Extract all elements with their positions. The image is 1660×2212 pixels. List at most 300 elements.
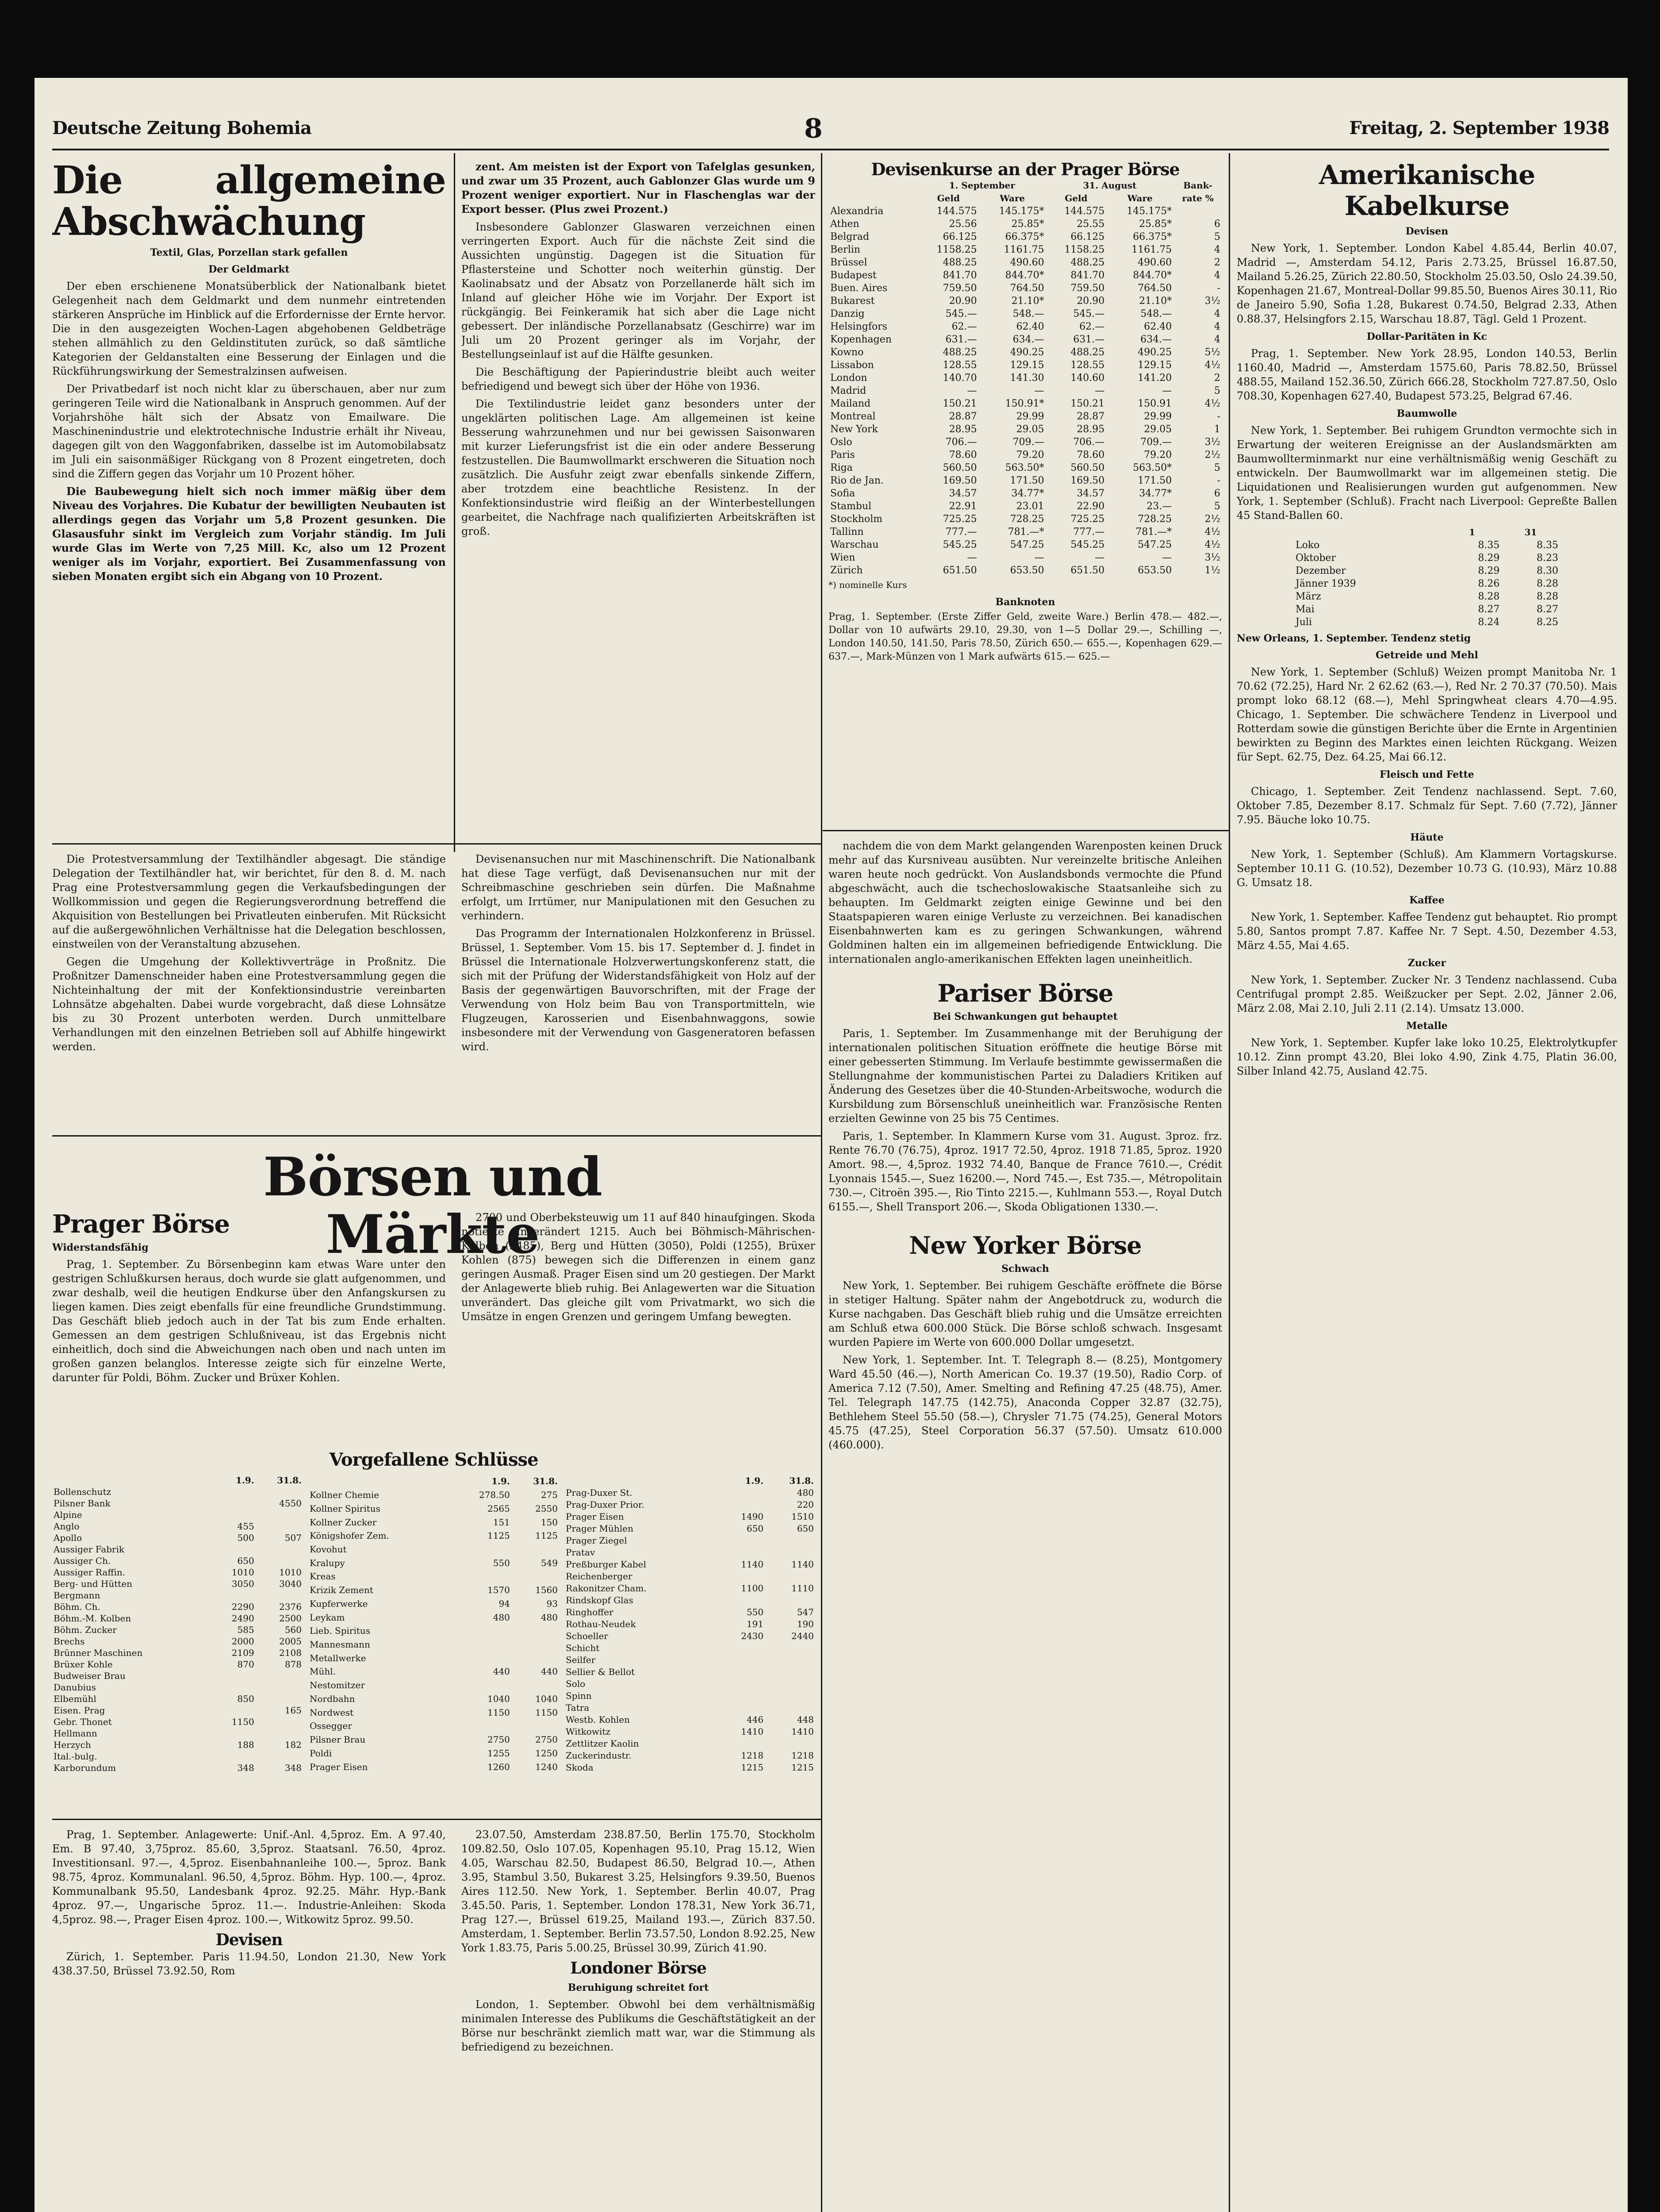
cell-value: 3040: [279, 1578, 302, 1589]
schluss-row: [564, 1654, 815, 1666]
cell-value: 5: [1214, 501, 1220, 512]
cell-value: 1410: [791, 1726, 814, 1737]
cell-value: [765, 1546, 815, 1558]
row-label: Tatra: [566, 1702, 590, 1713]
cell-value: 150.21: [1070, 398, 1105, 409]
cell-value: 34.57: [949, 488, 977, 499]
row-label: Athen: [830, 219, 859, 230]
cell-value: 8.29: [1478, 565, 1500, 576]
cell-value: 2750: [535, 1734, 558, 1745]
cell-value: 4½: [1204, 398, 1220, 409]
metalle-text: New York, 1. September. Kupfer lake loko 10.25, Elektrolytkupfer 10.12. Zinn prompt 43.20, Blei loko 4.90, Zink 4.75, Platin 36.00, Silber Inland 42.75, Ausland 42.75.: [1237, 1037, 1617, 1077]
cell-value: —: [967, 552, 977, 563]
cell-value: 129.15: [1010, 360, 1044, 371]
cell-value: [452, 1678, 511, 1692]
cell-value: 2290: [231, 1601, 254, 1612]
cell-value: 66.375*: [1133, 231, 1172, 242]
cell-value: 34.77*: [1139, 488, 1172, 499]
cell-value: [212, 1486, 256, 1498]
bw-col-header: 31: [1524, 527, 1537, 538]
section-rule: [823, 830, 1229, 831]
cell-value: 1: [1214, 424, 1220, 435]
article-paragraph: Der Privatbedarf ist noch nicht klar zu überschauen, aber nur zum geringeren Teile wird die Nationalbank in Anspruch genommen. Auf der Vorjahrshöhe hält sich der Absatz von Emailware. Die Maschinenindustrie und elektrotechnische Industrie erhält ihr Niveau, dagegen gilt von den Waggonfabriken, dasselbe ist im Automobilabsatz im Juli ein saisonmäßiger Rückgang von 8 Prozent eingetreten, doch sind die Ziffern gegen das Vorjahr um 10 Prozent höher.: [52, 383, 446, 480]
cell-value: 34.57: [1077, 488, 1105, 499]
row-label: Ital.-bulg.: [54, 1751, 97, 1762]
column-divider: [1229, 153, 1230, 2212]
anlage-text: Prag, 1. September. Anlagewerte: Unif.-Anl. 4,5proz. Em. A 97.40, Em. B 97.40, 3,75proz. 85.60, 3,5proz. Staatsanl. 76.50, 4proz. Investitionsanl. 97.—, 4,5proz. Eisenbahnanleihe 100.—, 5proz. Bank 98.75, 4proz. Kommunalanl. 96.50, 4,5proz. Böhm. Hyp. 100.—, 4proz. Kommunalbank 95.50, Landesbank 4proz. 92.25. Mähr. Hyp.-Bank 4proz. 97.—, Ungarische 5proz. 11.—. Industrie-Anleihen: Skoda 4,5proz. 98.—, Prager Eisen 4proz. 100.—, Witkowitz 5proz. 99.50.: [52, 1828, 446, 1926]
cell-value: 79.20: [1016, 449, 1044, 461]
cell-value: 548.—: [1012, 308, 1044, 319]
cell-value: 480: [797, 1487, 814, 1498]
cell-value: 8.29: [1478, 553, 1500, 564]
row-label: Pratav: [566, 1547, 595, 1558]
devisen-row: [828, 474, 1222, 487]
devisenkurse-block: [828, 160, 1222, 823]
cell-value: [452, 1570, 511, 1583]
row-label: Sellier & Bellot: [566, 1667, 635, 1678]
cell-value: [511, 1638, 559, 1651]
row-label: Prager Eisen: [310, 1761, 368, 1772]
cell-value: 191: [746, 1618, 764, 1629]
cell-value: 488.25: [943, 257, 977, 268]
row-label: Helsingfors: [830, 321, 888, 332]
row-label: Paris: [830, 449, 855, 461]
kabelkurse-column: [1237, 160, 1617, 2212]
schluss-row: [564, 1642, 815, 1654]
devisen-row: [828, 397, 1222, 410]
row-label: Karborundum: [54, 1763, 116, 1773]
row-label: Kralupy: [310, 1557, 345, 1568]
cell-value: 706.—: [1073, 437, 1105, 448]
cell-value: —: [1095, 552, 1105, 563]
article-paragraph: Der eben erschienene Monatsüberblick der Nationalbank bietet Gelegenheit nach dem Geldmarkt und dem nunmehr eintretenden stärkeren Ansprüche im Hinblick auf die Erfordernisse der Ernte hervor. Die in den ausgezeigten Wochen-Lagen abgehobenen Geldbeträge stehen allmählich zu den Geldinstituten zurück, so daß sämtliche Kategorien der Geldanstalten eine Besserung der Einlagen und die Rückführungswirkung der Semestralzinsen aufweisen.: [52, 280, 446, 377]
row-label: Budapest: [830, 270, 877, 281]
cell-value: 725.25: [943, 514, 977, 525]
cell-value: [212, 1728, 256, 1739]
row-label: Kowno: [830, 347, 864, 358]
devisen-row: [828, 230, 1222, 243]
cell-value: 1125: [487, 1530, 510, 1541]
cell-value: [718, 1642, 765, 1654]
schluss-row: [564, 1738, 815, 1750]
cell-value: 759.50: [1070, 283, 1105, 294]
schluss-row: [308, 1515, 559, 1529]
cell-value: 448: [797, 1714, 814, 1725]
section-title-boersen: Börsen und Märkte: [263, 1146, 602, 1266]
cell-value: [256, 1486, 303, 1498]
cell-value: 28.95: [949, 424, 977, 435]
cell-value: [511, 1624, 559, 1638]
row-label: Leykam: [310, 1612, 345, 1623]
row-label: Poldi: [310, 1747, 332, 1759]
row-label: Anglo: [54, 1521, 80, 1532]
newspaper-page: [35, 78, 1628, 2212]
fleisch-title: Fleisch und Fette: [1380, 769, 1474, 780]
cell-value: 1158.25: [936, 244, 977, 255]
row-label: Skoda: [566, 1762, 594, 1773]
cell-value: —: [1034, 385, 1044, 396]
cell-value: 23.—: [1146, 501, 1172, 512]
row-label: Rindskopf Glas: [566, 1594, 633, 1605]
page-header: [52, 113, 1609, 144]
cell-value: -: [1217, 475, 1220, 486]
schluss-row: [52, 1555, 303, 1567]
row-label: Nestomitzer: [310, 1680, 365, 1691]
row-label: Dezember: [1296, 565, 1346, 576]
cell-value: 550: [493, 1557, 510, 1568]
cell-value: [212, 1682, 256, 1693]
kabel-devisen-text: New York, 1. September. London Kabel 4.85.44, Berlin 40.07, Madrid —, Amsterdam 54.12, Paris 2.73.25, Brüssel 16.87.50, Mailand 5.26.25, Zürich 22.80.50, Stockholm 25.03.50, Oslo 24.39.50, Kopenhagen 21.67, Montreal-Dollar 99.85.50, Buenos Aires 30.11, Rio de Janeiro 5.90, Sofia 1.28, Bukarest 0.74.50, Belgrad 2.33, Athen 0.88.37, Helsingfors 2.15, Warschau 18.87, Tägl. Geld 1 Prozent.: [1237, 242, 1617, 325]
cell-value: [212, 1509, 256, 1521]
cell-value: 4550: [279, 1498, 302, 1509]
devisen-row: [828, 282, 1222, 295]
cell-value: 29.05: [1016, 424, 1044, 435]
article-paragraph: Gegen die Umgehung der Kollektivverträge in Proßnitz. Die Proßnitzer Damenschneider haben eine Protestversammlung gegen die Nichteinhaltung der mit der Konfektionsindustrie vereinbarten Lohnsätze abgehalten. Dabei wurde vorgebracht, daß diese Lohnsätze bis zu 30 Prozent unterboten werden. Durch unmittelbare Verhandlungen mit den einzelnen Betrieben soll auf Abhilfe hingewirkt werden.: [52, 956, 446, 1053]
article-paragraph: Die Baubewegung hielt sich noch immer mäßig über dem Niveau des Vorjahres. Die Kubatur der bewilligten Neubauten ist allerdings gegen das Vorjahr um 5,8 Prozent gesunken. Die Glasausfuhr sinkt im Vergleich zum Vorjahr ständig. Im Juli wurde Glas im Werte von 7,25 Mill. Kc, also um 12 Prozent weniger als im Vorjahr, exportiert. Bei Zusammenfassung von sieben Monaten ergibt sich ein Abgang von 10 Prozent.: [52, 485, 446, 583]
londoner-subtitle: Beruhigung schreitet fort: [567, 1982, 709, 1993]
article-paragraph: Die Beschäftigung der Papierindustrie bleibt auch weiter befriedigend und bewegt sich über der Höhe von 1936.: [461, 366, 815, 392]
schluss-row: [52, 1762, 303, 1774]
row-label: Böhm. Zucker: [54, 1624, 117, 1635]
middle-column: [828, 839, 1222, 2212]
kaffee-title: Kaffee: [1409, 895, 1445, 906]
devisen-text: 23.07.50, Amsterdam 238.87.50, Berlin 175.70, Stockholm 109.82.50, Oslo 107.05, Kopenhagen 95.10, Prag 15.12, Wien 4.05, Warschau 82.50, Budapest 86.50, Belgrad 10.—, Athen 3.95, Stambul 3.50, Bukarest 3.25, Helsingfors 9.39.50, Buenos Aires 112.50. New York, 1. September. Berlin 40.07, Prag 3.45.50. Paris, 1. September. London 178.31, New York 36.71, Prag 127.—, Brüssel 619.25, Mailand 193.—, Zürich 837.50. Amsterdam, 1. September. Berlin 73.57.50, London 8.92.25, New York 1.83.75, Paris 5.00.25, Brüssel 30.99, Zürich 41.90.: [461, 1828, 815, 1954]
cell-value: 145.175*: [1127, 206, 1172, 217]
devisen-row: [828, 538, 1222, 551]
schluss-row: [564, 1630, 815, 1642]
cell-value: 78.60: [1077, 449, 1105, 461]
cell-value: 5: [1214, 231, 1220, 242]
dollar-paritaeten-title: Dollar-Paritäten in Kc: [1366, 331, 1487, 342]
cell-value: 1150: [535, 1707, 558, 1718]
cell-value: 547: [797, 1606, 814, 1617]
cell-value: [765, 1666, 815, 1678]
cell-value: 2430: [741, 1630, 764, 1641]
cell-value: [1173, 205, 1222, 218]
schluss-col-header: [52, 1475, 212, 1486]
row-label: Eisen. Prag: [54, 1705, 105, 1716]
schluss-row: [564, 1606, 815, 1618]
row-label: Solo: [566, 1678, 586, 1690]
cell-value: 706.—: [945, 437, 977, 448]
cell-value: 29.99: [1144, 411, 1172, 422]
cell-value: 25.56: [949, 219, 977, 230]
cell-value: [256, 1682, 303, 1693]
cell-value: 1215: [791, 1762, 814, 1773]
cell-value: [256, 1693, 303, 1705]
cell-value: 150: [541, 1517, 558, 1528]
cell-value: 5½: [1204, 347, 1220, 358]
devisen-row: [828, 218, 1222, 230]
cell-value: 480: [493, 1612, 510, 1623]
schluss-row: [564, 1582, 815, 1594]
row-label: Apollo: [54, 1532, 82, 1543]
schluss-row: [308, 1529, 559, 1543]
cell-value: [452, 1624, 511, 1638]
cell-value: 21.10*: [1011, 296, 1044, 307]
cell-value: [718, 1594, 765, 1606]
mid-text: nachdem die von dem Markt gelangenden Warenposten keinen Druck mehr auf das Kursniveau ausübten. Nur vereinzelte britische Anleihen waren heute noch gedrückt. Von Auslandsbonds vermochte die Pfund abgeschwächt, auch die tschechoslowakische Staatsanleihe sich zu behaupten. Im Geldmarkt zeigten einige Gewinne und bei den Staatspapieren waren einige Verluste zu verzeichnen. Bei kanadischen Eisenbahnwerten kam es zu geringen Schwankungen, während Goldminen halten ein im allgemeinen befriedigende Entwicklung. Die internationalen anglo-amerikanischen Effekten lagen uneinheitlich.: [828, 840, 1222, 965]
cell-value: 651.50: [943, 565, 977, 576]
cell-value: 500: [237, 1532, 254, 1543]
row-label: Witkowitz: [566, 1726, 610, 1737]
cell-value: 560.50: [943, 462, 977, 473]
cell-value: 151: [493, 1517, 510, 1528]
cell-value: 278.50: [479, 1490, 510, 1501]
row-label: Kreas: [310, 1571, 336, 1582]
cell-value: 545.—: [1073, 308, 1105, 319]
cell-value: 8.23: [1537, 553, 1558, 564]
cell-value: 1010: [231, 1567, 254, 1578]
row-label: Westb. Kohlen: [566, 1714, 630, 1725]
cell-value: 844.70*: [1005, 270, 1044, 281]
cell-value: 440: [541, 1666, 558, 1677]
row-label: Zuckerindustr.: [566, 1750, 632, 1761]
row-label: London: [830, 373, 867, 384]
devisen-row: [828, 384, 1222, 397]
schluesse-table: [52, 1475, 303, 1774]
row-label: Danzig: [830, 308, 865, 319]
article-holzkonferenz: [461, 852, 815, 1126]
cell-value: [718, 1486, 765, 1498]
kabel-devisen-title: Devisen: [1405, 226, 1449, 237]
schluss-row: [52, 1636, 303, 1647]
row-label: Budweiser Brau: [54, 1671, 126, 1681]
cell-value: 8.28: [1537, 591, 1558, 602]
schluss-row: [52, 1705, 303, 1716]
article-protest: [52, 852, 446, 1126]
schluss-header-row: [564, 1475, 815, 1486]
cell-value: 8.28: [1478, 591, 1500, 602]
row-label: Reichenberger: [566, 1571, 633, 1582]
baumwolle-row: [1294, 616, 1560, 629]
row-label: Tallinn: [830, 526, 864, 538]
cell-value: [765, 1642, 815, 1654]
schluss-row: [52, 1521, 303, 1532]
cell-value: 2750: [487, 1734, 510, 1745]
cell-value: -: [1217, 283, 1220, 294]
cell-value: 1218: [741, 1750, 764, 1761]
cell-value: 548.—: [1140, 308, 1172, 319]
row-label: Mannesmann: [310, 1639, 370, 1650]
devisen-row: [828, 423, 1222, 436]
cell-value: 545.25: [943, 539, 977, 550]
article-paragraph: Die Protestversammlung der Textilhändler abgesagt. Die ständige Delegation der Textilhändler hat, wir berichtet, für den 8. d. M. nach Prag eine Protestversammlung gegen die Verkaufsbedingungen der Wollkommission und gegen die Regierungsverordnung betreffend die Akquisition von Bestellungen bei Privatleuten einberufen. Mit Rücksicht auf die außergewöhnlichen Verhältnisse hat die Delegation beschlossen, einstweilen von der Veranstaltung abzusehen.: [52, 853, 446, 950]
devisen-row: [828, 372, 1222, 384]
sub-header: rate %: [1182, 193, 1214, 204]
baumwolle-row: [1294, 590, 1560, 603]
schluss-row: [308, 1651, 559, 1665]
cell-value: 549: [541, 1557, 558, 1568]
cell-value: 764.50: [1138, 283, 1172, 294]
row-label: Prager Mühlen: [566, 1523, 633, 1534]
baumwolle-row: [1294, 539, 1560, 552]
cell-value: 2: [1214, 257, 1220, 268]
schluss-row: [52, 1624, 303, 1636]
cell-value: 220: [797, 1499, 814, 1510]
cell-value: [212, 1498, 256, 1509]
row-label: Montreal: [830, 411, 876, 422]
schluss-row: [308, 1624, 559, 1638]
cell-value: 171.50: [1010, 475, 1044, 486]
cell-value: 128.55: [1070, 360, 1105, 371]
baumwolle-title: Baumwolle: [1396, 408, 1457, 419]
schluss-row: [564, 1534, 815, 1546]
row-label: Belgrad: [830, 231, 870, 242]
schluss-col-header: 1.9.: [491, 1476, 510, 1487]
row-label: Pilsner Brau: [310, 1734, 366, 1745]
cell-value: [718, 1534, 765, 1546]
cell-value: —: [1162, 385, 1172, 396]
cell-value: 62.—: [1079, 321, 1105, 332]
cell-value: 141.20: [1138, 373, 1172, 384]
row-label: Zettlitzer Kaolin: [566, 1738, 639, 1749]
prager-boerse: [52, 1210, 446, 1440]
cell-value: 1110: [791, 1582, 814, 1594]
cell-value: 507: [284, 1532, 302, 1543]
cell-value: 725.25: [1070, 514, 1105, 525]
cell-value: 2490: [231, 1613, 254, 1624]
cell-value: 651.50: [1070, 565, 1105, 576]
devisenkurse-table: [828, 179, 1222, 577]
schluss-row: [564, 1726, 815, 1738]
row-label: Brüssel: [830, 257, 867, 268]
schluss-col-header: [308, 1475, 452, 1488]
schluss-row: [308, 1719, 559, 1733]
schluss-row: [564, 1498, 815, 1510]
schluss-row: [52, 1601, 303, 1613]
cell-value: 145.175*: [999, 206, 1044, 217]
newyork-text: New York, 1. September. Bei ruhigem Geschäfte eröffnete die Börse in stetiger Haltung. Später nahm der Angebotdruck zu, wodurch die Kurse nachgaben. Das Geschäft blieb ruhig und die Umsätze erreichten am Schluß etwa 600.000 Stück. Die Börse schloß schwach. Insgesamt wurden Papiere im Werte von 600.000 Dollar umgesetzt.: [828, 1279, 1222, 1348]
schluss-row: [52, 1751, 303, 1762]
baumwolle-table: [1294, 526, 1560, 629]
cell-value: 190: [797, 1618, 814, 1629]
cell-value: 488.25: [943, 347, 977, 358]
row-label: Metallwerke: [310, 1652, 366, 1663]
getreide-text: New York, 1. September (Schluß) Weizen prompt Manitoba Nr. 1 70.62 (72.25), Hard Nr. 2 62.62 (63.—), Red Nr. 2 70.37 (70.50). Mais prompt loko 68.12 (68.—), Mehl Springwheat clears 4.70—4.95. Chicago, 1. September. Die schwächere Tendenz in Liverpool und Rotterdam sowie die günstigen Berichte über die Ernte in Argentinien bewirkten zu Beginn des Marktes einen leichten Rückgang. Weizen für Sept. 62.75, Dez. 64.25, Mai 66.12.: [1237, 666, 1617, 763]
article-title: Die allgemeine Abschwächung: [52, 160, 446, 244]
cell-value: 490.25: [1010, 347, 1044, 358]
schluss-row: [52, 1532, 303, 1544]
cell-value: 171.50: [1138, 475, 1172, 486]
col-header: Bank-: [1183, 180, 1212, 191]
cell-value: 728.25: [1138, 514, 1172, 525]
cell-value: 66.125: [1070, 231, 1105, 242]
cell-value: 3050: [231, 1578, 254, 1589]
banknoten-text: Prag, 1. September. (Erste Ziffer Geld, zweite Ware.) Berlin 478.— 482.—, Dollar von 10 aufwärts 29.10, 29.30, von 1—5 Dollar 29.—, Schilling —, London 140.50, 141.50, Paris 78.50, Zürich 650.— 655.—, Kopenhagen 629.— 637.—, Mark-Münzen von 1 Mark aufwärts 615.— 625.—: [828, 611, 1222, 662]
cell-value: [718, 1690, 765, 1702]
cell-value: 8.25: [1537, 617, 1558, 628]
bw-col-header: 1: [1469, 527, 1476, 538]
cell-value: —: [967, 385, 977, 396]
article-continuation: [461, 160, 815, 837]
cell-value: 1150: [487, 1707, 510, 1718]
row-label: Kovohut: [310, 1544, 347, 1555]
cell-value: 94: [498, 1598, 510, 1609]
schluss-row: [564, 1714, 815, 1726]
devisen-row: [828, 243, 1222, 256]
cell-value: 2005: [279, 1636, 302, 1647]
schluss-row: [308, 1597, 559, 1610]
schluss-row: [564, 1522, 815, 1534]
schluss-row: [308, 1502, 559, 1515]
cell-value: 62.40: [1016, 321, 1044, 332]
row-label: Rothau-Neudek: [566, 1618, 636, 1629]
newyork-subtitle: Schwach: [1001, 1263, 1049, 1275]
kabelkurse-title: Amerikanische Kabelkurse: [1319, 160, 1535, 222]
row-label: Ossegger: [310, 1720, 352, 1732]
cell-value: [718, 1654, 765, 1666]
cell-value: 28.87: [949, 411, 977, 422]
row-label: Lissabon: [830, 360, 874, 371]
cell-value: 1125: [535, 1530, 558, 1541]
kaffee-text: New York, 1. September. Kaffee Tendenz gut behauptet. Rio prompt 5.80, Santos prompt 7.87. Kaffee Nr. 7 Sept. 4.50, Dezember 4.53, März 4.55, Mai 4.65.: [1237, 911, 1617, 952]
schluss-row: [52, 1590, 303, 1601]
article-abschwaechung: [52, 160, 446, 837]
row-label: Berg- und Hütten: [54, 1578, 133, 1589]
devisen-row: [828, 333, 1222, 346]
schluss-row: [52, 1486, 303, 1498]
cell-value: 878: [284, 1659, 302, 1670]
cell-value: 169.50: [943, 475, 977, 486]
cell-value: [212, 1705, 256, 1716]
cell-value: [765, 1534, 815, 1546]
cell-value: 841.70: [1070, 270, 1105, 281]
page-number: 8: [804, 113, 822, 144]
section-rule: [52, 1819, 821, 1820]
devisen-row: [828, 449, 1222, 461]
cell-value: 560.50: [1070, 462, 1105, 473]
header-rule: [52, 149, 1609, 150]
cell-value: 631.—: [1073, 334, 1105, 345]
schluss-row: [52, 1647, 303, 1659]
schluss-row: [52, 1578, 303, 1590]
schluss-row: [308, 1733, 559, 1747]
devisen-row: [828, 205, 1222, 218]
schluesse-table: [308, 1475, 559, 1774]
cell-value: [511, 1719, 559, 1733]
article-paragraph: Die Textilindustrie leidet ganz besonders unter der ungeklärten politischen Lage. Am allgemeinen ist keine Besserung wahrzunehmen und nur bei gewissen Saisonwaren mit kurzer Lieferungsfrist ist die ein oder andere Besserung festzustellen. Die Baumwollmarkt erschweren die Situation noch zusätzlich. Die Ausfuhr zeigt zwar ebenfalls sinkende Ziffern, aber trotzdem eine beachtliche Resistenz. In der Konfektionsindustrie wird fleißig an der Winterbestellungen gearbeitet, die Nachfrage nach qualifizierten Arbeitskräften ist groß.: [461, 398, 815, 538]
row-label: Prag-Duxer St.: [566, 1487, 633, 1498]
cell-value: 3½: [1204, 552, 1220, 563]
schluss-row: [564, 1558, 815, 1570]
cell-value: 2565: [487, 1503, 510, 1514]
schluss-row: [564, 1570, 815, 1582]
sub-header: Geld: [937, 193, 960, 204]
cell-value: 29.05: [1144, 424, 1172, 435]
sub-header: Ware: [1127, 193, 1153, 204]
cell-value: 563.50*: [1005, 462, 1044, 473]
devisen-row: [828, 461, 1222, 474]
row-label: Böhm. Ch.: [54, 1601, 100, 1612]
cell-value: 545.—: [945, 308, 977, 319]
cell-value: 3½: [1204, 437, 1220, 448]
schluss-header-row: [52, 1475, 303, 1486]
devisen-row: [828, 500, 1222, 513]
devisen-footnote: *) nominelle Kurs: [828, 580, 907, 590]
schluss-col-header: 31.8.: [789, 1475, 814, 1486]
cell-value: [212, 1590, 256, 1601]
cell-value: 28.95: [1077, 424, 1105, 435]
cell-value: 653.50: [1138, 565, 1172, 576]
cell-value: 150.91*: [1005, 398, 1044, 409]
cell-value: 844.70*: [1133, 270, 1172, 281]
row-label: Oslo: [830, 437, 852, 448]
cell-value: 488.25: [1070, 347, 1105, 358]
row-label: Bukarest: [830, 296, 875, 307]
banknoten-title: Banknoten: [995, 596, 1055, 608]
row-label: Schoeller: [566, 1630, 608, 1641]
